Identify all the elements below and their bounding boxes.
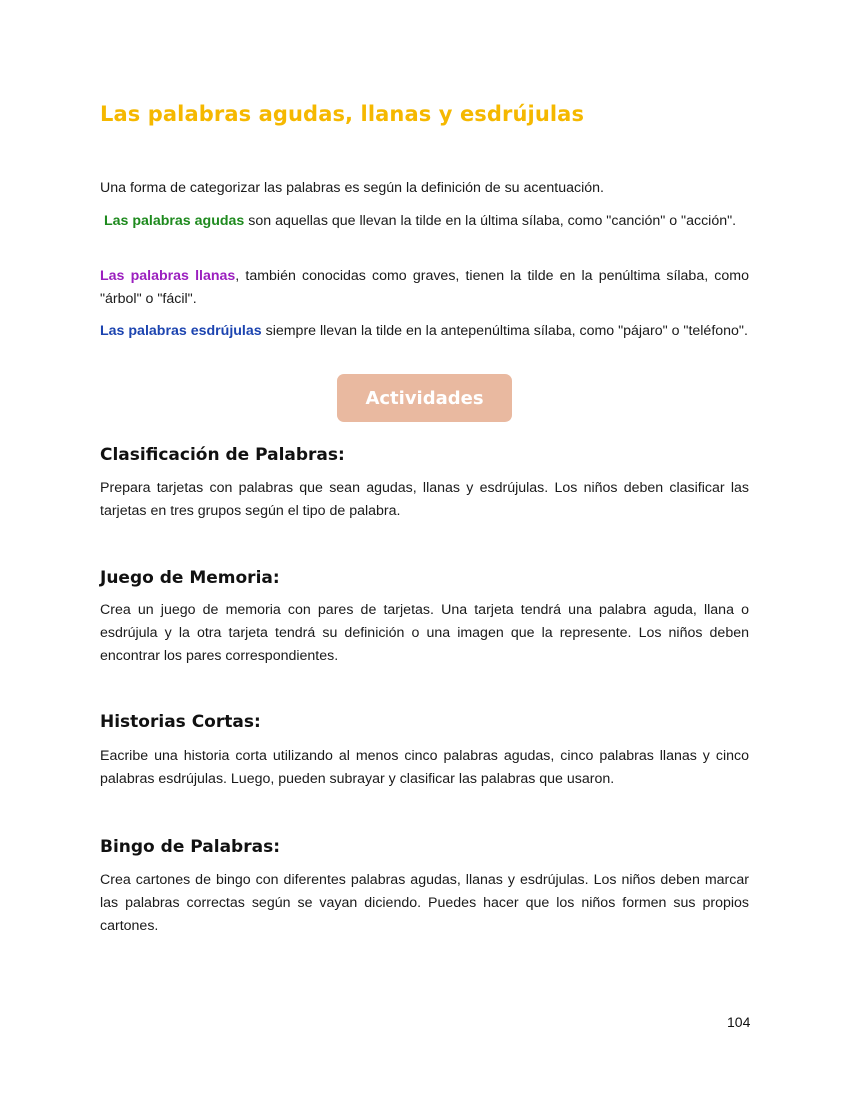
- intro-paragraph: Una forma de categorizar las palabras es según la definición de su acentuación.: [100, 180, 604, 196]
- activity-description: Eacribe una historia corta utilizando al menos cinco palabras agudas, cinco palabras llanas y cinco palabras esdrújulas. Luego, pueden subrayar y clasificar las palabras que usaron.: [100, 748, 749, 787]
- definition-esdrujulas-text: siempre llevan la tilde en la antepenúltima sílaba, como "pájaro" o "teléfono".: [261, 323, 748, 339]
- activity-description: Crea cartones de bingo con diferentes palabras agudas, llanas y esdrújulas. Los niños deben marcar las palabras correctas según se vayan diciendo. Puedes hacer que los niños formen sus propios cartones.: [100, 872, 749, 934]
- term-esdrujulas: Las palabras esdrújulas: [100, 323, 262, 339]
- term-agudas: Las palabras agudas: [103, 213, 245, 229]
- definition-esdrujulas: [100, 320, 749, 343]
- term-llanas: Las palabras llanas: [100, 268, 236, 284]
- activity-heading: Clasificación de Palabras:: [100, 445, 345, 465]
- activity-heading: Historias Cortas:: [100, 712, 261, 732]
- definition-agudas: [100, 210, 749, 233]
- activity-description: Crea un juego de memoria con pares de tarjetas. Una tarjeta tendrá una palabra aguda, llana o esdrújula y la otra tarjeta tendrá su definición o una imagen que la represente. Los niños deben encontrar los pares correspondientes.: [100, 602, 749, 664]
- activities-button[interactable]: Actividades: [337, 374, 512, 422]
- activity-description: Prepara tarjetas con palabras que sean agudas, llanas y esdrújulas. Los niños deben clasificar las tarjetas en tres grupos según el tipo de palabra.: [100, 480, 749, 519]
- definition-agudas-text: son aquellas que llevan la tilde en la última sílaba, como "canción" o "acción".: [244, 213, 737, 229]
- page-number: 104: [727, 1014, 751, 1030]
- activity-heading: Juego de Memoria:: [100, 568, 280, 588]
- definition-llanas: [100, 265, 749, 311]
- activity-heading: Bingo de Palabras:: [100, 837, 280, 857]
- page-title: Las palabras agudas, llanas y esdrújulas: [100, 102, 585, 126]
- definition-llanas-text: , también conocidas como graves, tienen la tilde en la penúltima sílaba, como "árbol" o "fácil".: [100, 268, 749, 307]
